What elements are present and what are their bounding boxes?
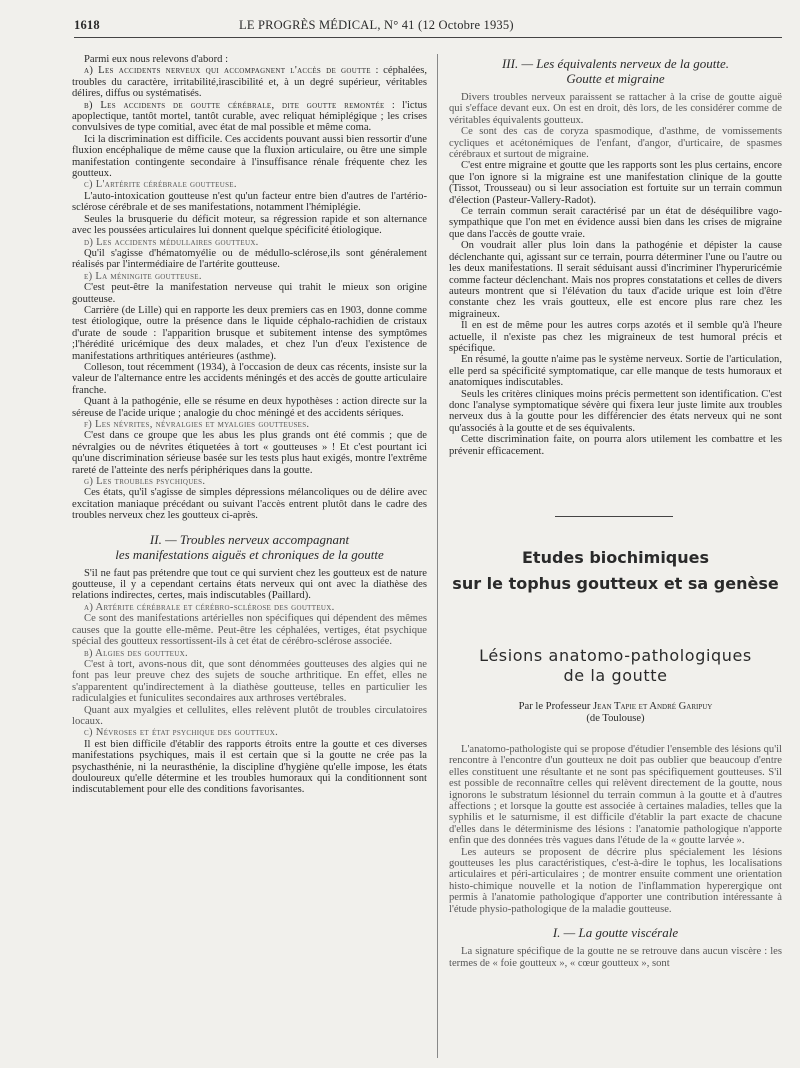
paragraph: En résumé, la goutte n'aime pas le système nerveux. Sortie de l'articulation, elle perd sa spécificité symptomatique, car elle manque de tests humoraux et anatomiques indiscutables. [449, 354, 782, 389]
article-title: sur le tophus goutteux et sa genèse [452, 574, 779, 593]
item-heading: b) Algies des goutteux. [84, 647, 188, 659]
paragraph: C'est peut-être la manifestation nerveuse qui trahit le mieux son origine goutteuse. [72, 282, 427, 305]
journal-masthead: LE PROGRÈS MÉDICAL, N° 41 (12 Octobre 1935) [239, 18, 514, 32]
paragraph: Ici la discrimination est difficile. Ces accidents pouvant aussi bien ressortir d'une fluxion encéphalique de même cause que la fluxion articulaire, ou être une simple manifestation contingente secondaire à l'insuffisance rénale fréquente chez les goutteux. [72, 133, 427, 180]
paragraph: Colleson, tout récemment (1934), à l'occasion de deux cas récents, insiste sur la valeur de l'alternance entre les accidents méningés et des accès de goutte articulaire franche. [72, 361, 427, 396]
paragraph: Ces états, qu'il s'agisse de simples dépressions mélancoliques ou de délire avec excitation maniaque précédant ou suivant l'accès entrent plutôt dans le cadre des troubles nerveux chez les goutteux ci-après. [72, 487, 427, 522]
paragraph: L'anatomo-pathologiste qui se propose d'étudier l'ensemble des lésions qu'il rencontre à l'encontre d'un goutteux ne doit pas oublier que beaucoup d'entre elles constituent une résultante et ne sont pas spécifiquement goutteuses. S'il est possible de reconnaître celles qui relèvent directement de la goutte, nous ignorons le substratum lésionnel du terrain commun à la goutte et à d'autres affections ; et lorsque la goutte est associée à certaines maladies, telles que la syphilis et le saturnisme, il est difficile d'établir la part exacte de chacune d'elles dans le déterminisme des lésions : l'anatomie pathologique n'apporte enfin que des données très vagues dans l'étude de la « goutte larvée ». [449, 744, 782, 847]
header-rule [74, 37, 782, 38]
article-title: Etudes biochimiques [521, 548, 710, 567]
item-heading: d) Les accidents médullaires goutteux. [84, 236, 259, 248]
page-number: 1618 [74, 18, 100, 32]
item-heading: c) Névroses et état psychique des goutteux. [84, 727, 279, 739]
article-subtitle: Lésions anatomo-pathologiques [479, 646, 752, 665]
article-separator [555, 516, 673, 517]
paragraph: L'auto-intoxication goutteuse n'est qu'un facteur entre bien d'autres de l'artério-sclérose cérébrale et de ses manifestations, notamment l'hémiplégie. [72, 190, 427, 214]
paragraph: Les auteurs se proposent de décrire plus spécialement les lésions goutteuses les plus caractéristiques, c'est-à-dire le tophus, les localisations articulaires et péri-articulaires ; de montrer ensuite comment une orientation histo-chimique nouvelle et la notion de l'inflammation hyperergique ont permis à l'anatomie pathologique d'apporter une contribution intéressante à l'étude physio-pathologique de la maladie goutteuse. [449, 846, 782, 915]
article-body [449, 744, 782, 969]
paragraph: Ce sont des cas de coryza spasmodique, d'asthme, de vomissements cycliques et acétonémiques de l'enfant, d'angor, d'urticaire, de spasmes cérébraux et surtout de migraine. [449, 126, 782, 161]
item-heading: c) L'artérite cérébrale goutteuse. [84, 179, 237, 191]
paragraph: Quant aux myalgies et cellulites, elles relèvent plutôt de troubles circulatoires locaux. [72, 704, 427, 727]
paragraph: b) Les accidents de goutte cérébrale, dite goutte remontée : l'ictus apoplectique, tantôt mortel, tantôt curable, avec reliquat hémiplégique ; les crises convulsives de type comitial, avec état de mal possible et même coma. [72, 99, 427, 134]
paragraph: a) Les accidents nerveux qui accompagnent l'accès de goutte : céphalées, troubles du caractère, irritabilité,irascibilité et, à un degré supérieur, véritables délires, diffus ou systématisés. [72, 65, 427, 100]
paragraph: Ce sont des manifestations artérielles non spécifiques qui dépendent des mêmes causes que la goutte elle-même. Peut-être les céphalées, vertiges, état psychique spécial des goutteux ressortissent-ils à cet état de cérébro-sclérose associée. [72, 613, 427, 648]
article-subtitle: de la goutte [563, 666, 668, 685]
paragraph: Il est bien difficile d'établir des rapports étroits entre la goutte et ces diverses manifestations psychiques, mais il est certain que si la goutte ne crée pas la psychasthénie, ni la neurasthénie, la discipline d'hygiène qu'elle impose, les états douloureux qu'elle détermine et les troubles humoraux qui la conditionnent sont indiscutablement pour elle des conditions favorisantes. [72, 738, 427, 796]
section-title: II. — Troubles nerveux accompagnant les manifestations aiguës et chroniques de la goutte [115, 531, 384, 562]
paragraph: Qu'il s'agisse d'hématomyélie ou de médullo-sclérose,ils sont généralement réalisés par l'intermédiaire de l'artérite goutteuse. [72, 247, 427, 271]
running-header [74, 18, 782, 36]
author-byline: Par le Professeur Jean Tapie et André Garipuy [518, 701, 713, 712]
paragraph: Il en est de même pour les autres corps azotés et il semble qu'à l'heure actuelle, il n'existe pas chez les migraineux de test humoral précis et spécifique. [449, 320, 782, 354]
paragraph: Quant à la pathogénie, elle se résume en deux hypothèses : action directe sur la séreuse de l'acide urique ; analogie du choc méningé et des accidents sériques. [72, 396, 427, 419]
item-heading: f) Les névrites, névralgies et myalgies goutteuses. [84, 419, 310, 430]
paragraph: Carrière (de Lille) qui en rapporte les deux premiers cas en 1903, donne comme test étiologique, outre la présence dans le liquide céphalo-rachidien de cristaux d'urate de soude : l'apparition brusque et subitement intense des symptômes ;l'hérédité uricémique des deux malades, et chez l'un d'eux l'existence de manifestations arthritiques antérieures (asthme). [72, 304, 427, 362]
paragraph: C'est à tort, avons-nous dit, que sont dénommées goutteuses des algies qui ne font pas leur preuve chez des sujets de souche arthritique. En effet, elles ne s'apparentent qu'indirectement à la diathèse goutteuse, telles en particulier les radiculalgies et funiculites secondaires aux arthroses vertébrales. [72, 658, 427, 705]
section-title: III. — Les équivalents nerveux de la goutte. Goutte et migraine [501, 56, 730, 86]
paragraph: Ce terrain commun serait caractérisé par un état de déséquilibre vago-sympathique que l'on met en évidence aussi bien dans les crises de migraine que dans l'accès de goutte vraie. [449, 206, 782, 240]
author-location: (de Toulouse) [586, 713, 645, 724]
paragraph: Divers troubles nerveux paraissent se rattacher à la crise de goutte aiguë qui s'efface devant eux. On est en droit, dès lors, de les considérer comme de véritables équivalents goutteux. [449, 92, 782, 126]
item-heading: a) Artérite cérébrale et cérébro-sclérose des goutteux. [84, 601, 335, 613]
paragraph: On voudrait aller plus loin dans la pathogénie et dépister la cause déclenchante qui, agissant sur ce terrain, pourra déterminer l'une ou l'autre ou les deux manifestations. Il serait séduisant aussi d'incriminer l'hyperuricémie comme facteur déclenchant. Mais nos propres constatations et celles de divers auteurs montrent que si l'élévation du taux d'acide urique est loin d'être constante chez les vrais goutteux, elle est encore plus rare chez les migraineux. [449, 240, 782, 320]
column-divider [437, 54, 438, 1058]
paragraph: Seuls les critères cliniques moins précis permettent son identification. C'est donc l'analyse symptomatique sévère qui fixera leur juste limite aux troubles nerveux dus à la goutte pour les différencier des états nerveux qui ne sont qu'associés à la goutte et de ses équivalents. [449, 388, 782, 434]
section-title: I. — La goutte viscérale [552, 925, 679, 941]
item-heading: e) La méningite goutteuse. [84, 270, 202, 282]
paragraph: Cette discrimination faite, on pourra alors utilement les combattre et les prévenir efficacement. [449, 434, 782, 457]
paragraph: La signature spécifique de la goutte ne se retrouve dans aucun viscère : les termes de « foie goutteux », « cœur goutteux », sont [449, 946, 782, 969]
paragraph: Seules la brusquerie du déficit moteur, sa régression rapide et son alternance avec les poussées articulaires lui donnent quelque spécificité étiologique. [72, 213, 427, 237]
item-heading: g) Les troubles psychiques. [84, 476, 206, 488]
paragraph: C'est dans ce groupe que les abus les plus grands ont été commis ; que de névralgies ou de névrites étiquetées à tort « goutteuses » ! Et c'est pourtant ici qu'une discrimination sérieuse basée sur les tests plus haut exigés, montre l'extrême rareté de l'atteinte des nerfs périphériques dans la goutte. [72, 430, 427, 476]
item-heading: a) Les accidents nerveux qui accompagnent l'accès de goutte [84, 65, 371, 77]
paragraph: Parmi eux nous relevons d'abord : [84, 54, 229, 65]
paragraph: C'est entre migraine et goutte que les rapports sont les plus certains, encore que l'on ignore si la migraine est une manifestation clinique de la goutte (Tissot, Trousseau) ou si leur association est fortuite sur un terrain commun d'élection (Pasteur-Vallery-Radot). [449, 160, 782, 206]
left-column [72, 54, 427, 796]
item-heading: b) Les accidents de goutte cérébrale, dite goutte remontée [84, 99, 385, 111]
right-column [449, 54, 782, 457]
paragraph: S'il ne faut pas prétendre que tout ce qui survient chez les goutteux est de nature goutteuse, il y a cependant certains états nerveux qui ont avec la diathèse des relations indirectes, certes, mais indiscutables (Paillard). [72, 567, 427, 602]
